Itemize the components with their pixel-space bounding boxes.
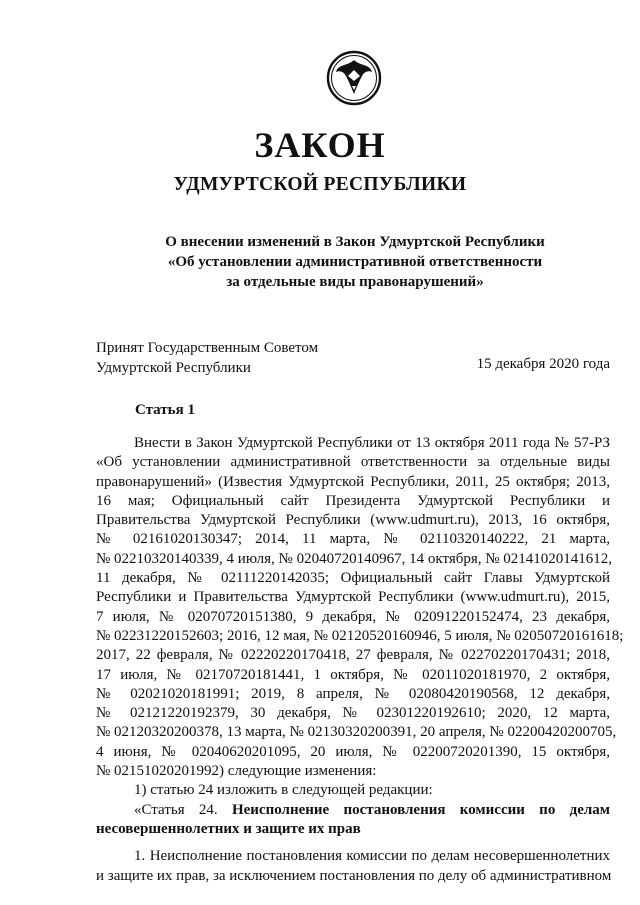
document-title: ЗАКОН bbox=[254, 125, 386, 165]
paragraph-line: Республики и Правительства Удмуртской Республики (www.udmurt.ru), 2015, bbox=[96, 589, 610, 606]
law-heading-line: за отдельные виды правонарушений» bbox=[226, 274, 484, 290]
new-article-title-cont: несовершеннолетних и защите их прав bbox=[96, 820, 361, 837]
adoption-date: 15 декабря 2020 года bbox=[476, 356, 610, 372]
paragraph-line: 7 июля, № 02070720151380, 9 декабря, № 02091220152474, 23 декабря, bbox=[96, 608, 610, 625]
paragraph-line: № 02210320140339, 4 июля, № 02040720140967, 14 октября, № 02141020141612, bbox=[96, 550, 613, 567]
paragraph-line: 4 июня, № 02040620201095, 20 июля, № 02200720201390, 15 октября, bbox=[96, 743, 610, 760]
paragraph-line: 17 июля, № 02170720181441, 1 октября, № 02011020181970, 2 октября, bbox=[96, 666, 610, 683]
paragraph-line: № 02120320200378, 13 марта, № 02130320200391, 20 апреля, № 02200420200705, bbox=[96, 724, 617, 741]
document-subtitle: УДМУРТСКОЙ РЕСПУБЛИКИ bbox=[173, 174, 467, 195]
paragraph-line: № 02151020201992) следующие изменения: bbox=[96, 763, 377, 780]
new-article-prefix: «Статья 24. bbox=[134, 801, 218, 818]
paragraph-line: № 02161020130347; 2014, 11 марта, № 02110320140222, 21 марта, bbox=[96, 531, 610, 548]
paragraph-line: «Об установлении административной ответственности за отдельные виды bbox=[96, 454, 610, 471]
adoption-line: Удмуртской Республики bbox=[96, 360, 251, 376]
paragraph-line: № 02231220152603; 2016, 12 мая, № 02120520160946, 5 июля, № 02050720161618; bbox=[96, 627, 624, 644]
new-article-heading bbox=[96, 801, 610, 820]
amendment-item: 1) статью 24 изложить в следующей редакции: bbox=[134, 782, 433, 799]
new-article-heading-cont bbox=[96, 820, 610, 839]
law-heading-line: О внесении изменений в Закон Удмуртской Республики bbox=[165, 234, 545, 250]
paragraph-line: правонарушений» (Известия Удмуртской Республики, 2011, 25 октября; 2013, bbox=[96, 473, 610, 490]
paragraph-line: Правительства Удмуртской Республики (www.udmurt.ru), 2013, 16 октября, bbox=[96, 512, 610, 529]
article-body bbox=[96, 434, 624, 886]
paragraph-line: № 02021020181991; 2019, 8 апреля, № 02080420190568, 12 декабря, bbox=[96, 685, 610, 702]
adoption-line: Принят Государственным Советом bbox=[96, 340, 319, 356]
law-heading-line: «Об установлении административной ответственности bbox=[167, 254, 543, 270]
paragraph-line: № 02121220192379, 30 декабря, № 02301220192610; 2020, 12 марта, bbox=[96, 705, 610, 722]
paragraph-line: 16 мая; Официальный сайт Президента Удмуртской Республики и bbox=[96, 492, 610, 509]
paragraph-line: 11 декабря, № 02111220142035; Официальный сайт Главы Удмуртской bbox=[96, 570, 610, 587]
new-article-title: Неисполнение постановления комиссии по делам bbox=[231, 801, 610, 818]
udmurtia-emblem-icon bbox=[326, 50, 382, 106]
adoption-block bbox=[96, 338, 318, 378]
paragraph-line: 2017, 22 февраля, № 02220220170418, 27 февраля, № 02270220170431; 2018, bbox=[96, 647, 610, 664]
point-line: и защите их прав, за исключением постановления по делу об административном bbox=[96, 867, 612, 884]
point-line: 1. Неисполнение постановления комиссии по делам несовершеннолетних bbox=[134, 848, 610, 865]
law-heading bbox=[150, 232, 560, 292]
article-title: Статья 1 bbox=[135, 402, 195, 418]
paragraph-line: Внести в Закон Удмуртской Республики от 13 октября 2011 года № 57-РЗ bbox=[134, 435, 610, 451]
